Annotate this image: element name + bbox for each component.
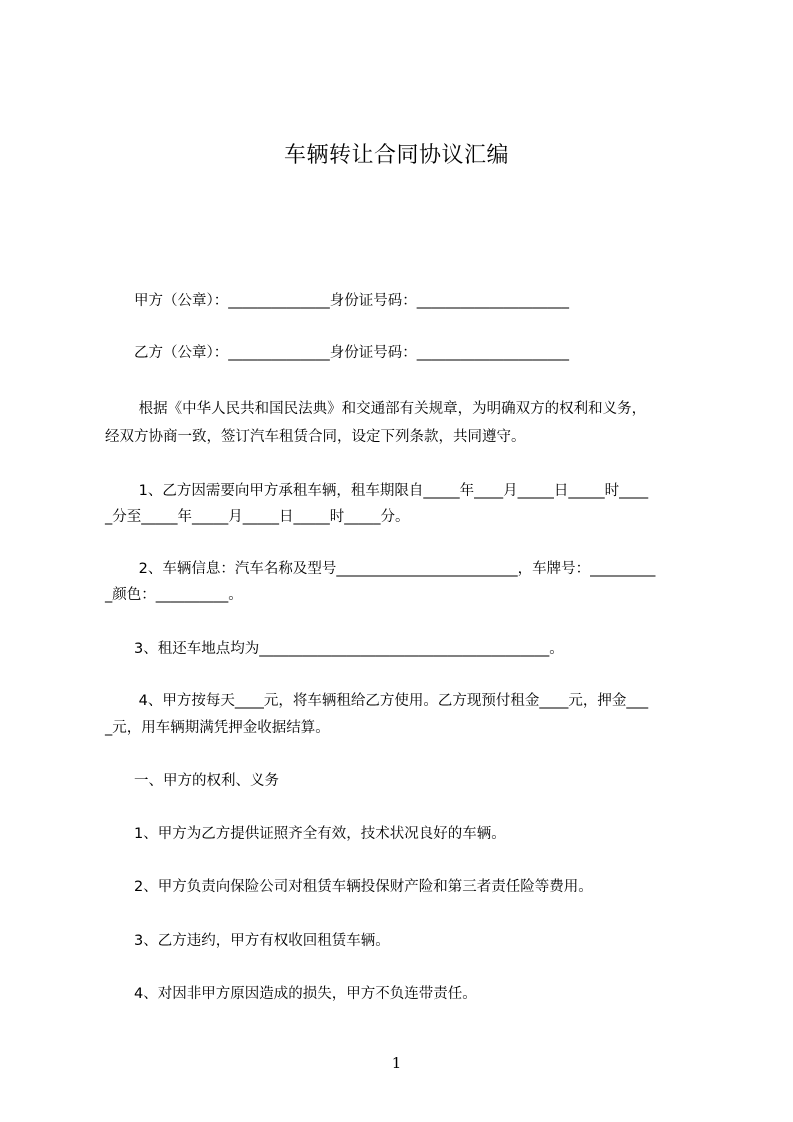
party-a-item-4: 4、对因非甲方原因造成的损失，甲方不负连带责任。 [105,986,477,1002]
page-title: 车辆转让合同协议汇编 [283,143,509,168]
party-a-item-1: 1、甲方为乙方提供证照齐全有效，技术状况良好的车辆。 [105,826,506,842]
party-a-line: 甲方（公章）：______________身份证号码：_____________________ [105,293,569,309]
section-heading-party-a: 一、甲方的权利、义务 [105,773,279,789]
clause-3-line: 3、租还车地点均为________________________________________。 [105,641,564,657]
intro-line-1: 根据《中华人民共和国民法典》和交通部有关规章，为明确双方的权利和义务， [105,401,647,417]
clause-2-line-2: _颜色：__________。 [105,587,243,603]
clause-2-line-1: 2、车辆信息：汽车名称及型号_________________________，车牌号：_________ [105,561,656,577]
clause-1-line-2: _分至_____年_____月_____日_____时_____分。 [105,509,410,525]
page-number: 1 [391,1054,402,1072]
party-a-item-3: 3、乙方违约，甲方有权收回租赁车辆。 [105,933,390,949]
party-b-line: 乙方（公章）：______________身份证号码：_____________________ [105,345,569,361]
clause-4-line-2: _元，用车辆期满凭押金收据结算。 [105,720,330,736]
party-a-item-2: 2、甲方负责向保险公司对租赁车辆投保财产险和第三者责任险等费用。 [105,879,593,895]
clause-1-line-1: 1、乙方因需要向甲方承租车辆，租车期限自_____年____月_____日_____时____ [105,483,649,499]
intro-line-2: 经双方协商一致，签订汽车租赁合同，设定下列条款，共同遵守。 [105,429,526,445]
clause-4-line-1: 4、甲方按每天____元，将车辆租给乙方使用。乙方现预付租金____元，押金___ [105,693,649,709]
